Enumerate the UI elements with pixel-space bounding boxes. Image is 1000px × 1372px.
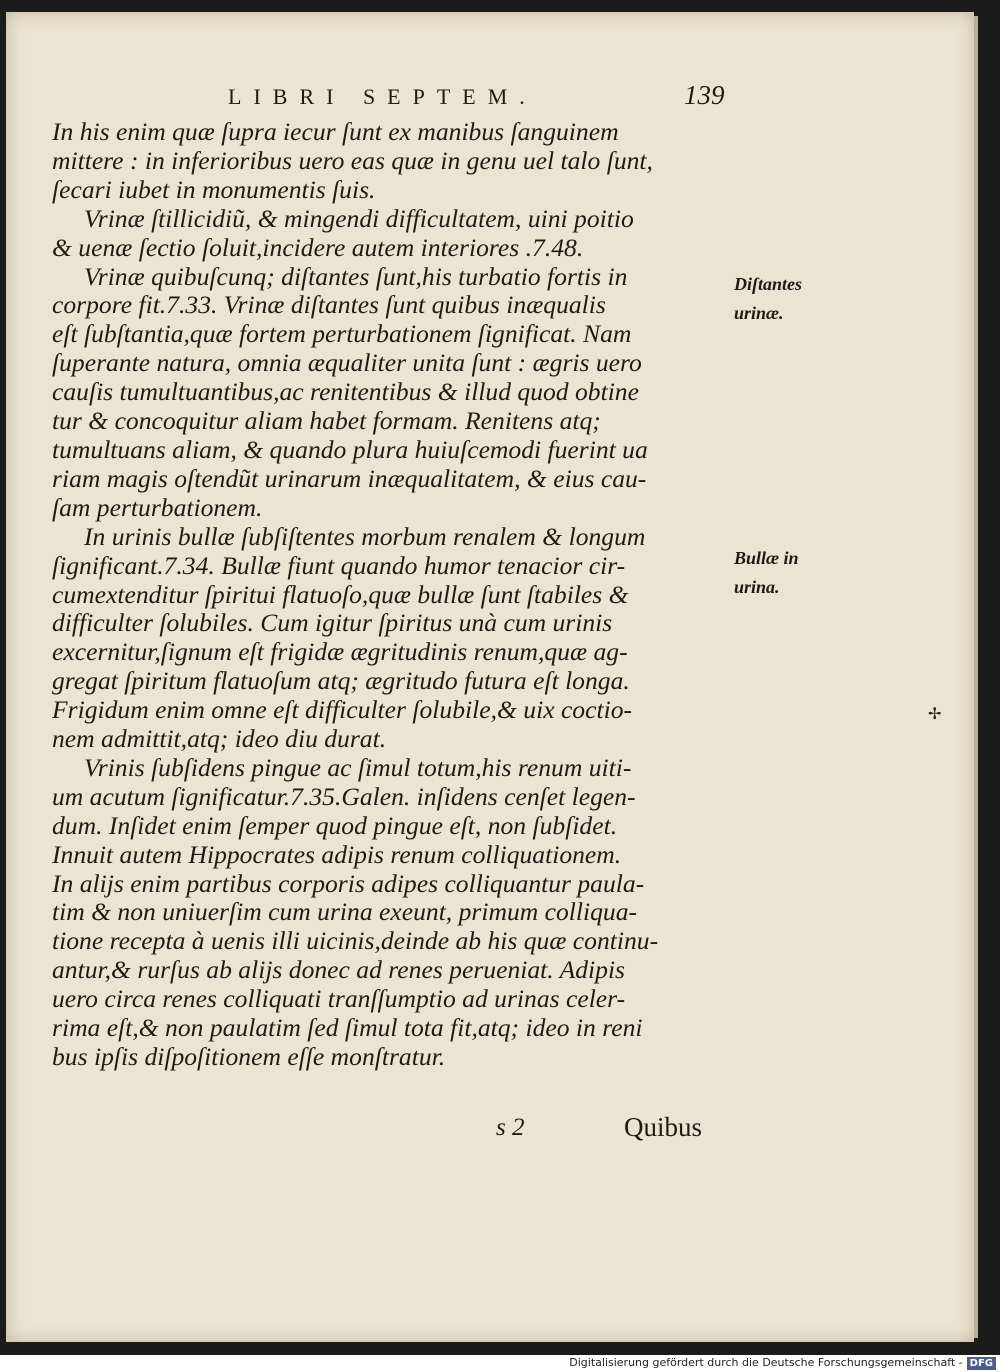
text-line: ſam perturbationem. [52, 493, 263, 522]
text-line: ſuperante natura, omnia æqualiter unita ſunt : ægris uero [52, 349, 642, 378]
text-line: tur & concoquitur aliam habet formam. Renitens atq; [52, 407, 601, 436]
digitization-footer [0, 1356, 1000, 1372]
text-line: gregat ſpiritum flatuoſum atq; ægritudo futura eſt longa. [52, 667, 630, 696]
text-line: um acutum ſignificatur.7.35.Galen. inſidens cenſet legen- [52, 782, 636, 811]
margin-note-line: Bullæ in [734, 548, 799, 568]
text-line: tim & non uniuerſim cum urina exeunt, primum colliqua- [52, 898, 638, 927]
stray-mark: ✢ [928, 706, 942, 723]
text-line: nem admittit,atq; ideo diu durat. [52, 725, 387, 754]
page-edge [974, 16, 978, 1338]
running-title: LIBRI SEPTEM. [228, 84, 537, 109]
margin-note-bullae [734, 544, 799, 602]
dfg-logo: DFG [967, 1357, 996, 1370]
text-line: excernitur,ſignum eſt frigidæ ægritudinis renum,quæ ag- [52, 638, 628, 667]
text-line: rima eſt,& non paulatim ſed ſimul tota fit,atq; ideo in reni [52, 1014, 643, 1043]
text-line: In urinis bullæ ſubſiſtentes morbum renalem & longum [84, 522, 646, 551]
catch-line [496, 1112, 736, 1146]
text-line: In his enim quæ ſupra iecur ſunt ex manibus ſanguinem [52, 118, 619, 146]
body-text [52, 118, 732, 1072]
text-line: ſignificant.7.34. Bullæ fiunt quando humor tenacior cir- [52, 551, 626, 580]
text-line: difficulter ſolubiles. Cum igitur ſpiritus unà cum urinis [52, 609, 613, 638]
text-line: corpore fit.7.33. Vrinæ diſtantes ſunt quibus inæqualis [52, 291, 606, 320]
margin-note-line: Diſtantes [734, 274, 803, 294]
text-line: tione recepta à uenis illi uicinis,deinde ab his quæ continu- [52, 927, 659, 956]
text-line: cumextenditur ſpiritui flatuoſo,quæ bullæ ſunt ſtabiles & [52, 580, 629, 609]
margin-note-distantes [734, 270, 802, 328]
text-line: tumultuans aliam, & quando plura huiuſcemodi fuerint ua [52, 435, 648, 464]
text-line: cauſis tumultuantibus,ac renitentibus & illud quod obtine [52, 378, 639, 407]
text-line: Vrinæ ſtillicidiũ, & mingendi difficultatem, uini poitio [84, 204, 634, 233]
text-line: antur,& rurſus ab alijs donec ad renes perueniat. Adipis [52, 956, 626, 985]
page-number: 139 [684, 80, 725, 110]
text-line: In alijs enim partibus corporis adipes colliquantur paula- [52, 869, 645, 898]
text-line: Frigidum enim omne eſt difficulter ſolubile,& uix coctio- [52, 696, 633, 725]
text-line: ſecari iubet in monumentis ſuis. [52, 175, 376, 204]
text-line: bus ipſis diſpoſitionem eſſe monſtratur. [52, 1043, 446, 1071]
text-line: uero circa renes colliquati tranſſumptio ad urinas celer- [52, 985, 626, 1014]
text-line: dum. Inſidet enim ſemper quod pingue eſt, non ſubſidet. [52, 811, 618, 840]
text-line: eſt ſubſtantia,quæ fortem perturbationem ſignificat. Nam [52, 320, 632, 349]
text-line: Vrinis ſubſidens pingue ac ſimul totum,his renum uiti- [84, 753, 632, 782]
margin-note-line: urinæ. [734, 303, 784, 323]
footer-text: Digitalisierung gefördert durch die Deutsche Forschungsgemeinschaft - [569, 1356, 963, 1369]
text-line: mittere : in inferioribus uero eas quæ in genu uel talo ſunt, [52, 146, 653, 175]
text-line: Vrinæ quibuſcunq; diſtantes ſunt,his turbatio fortis in [84, 262, 628, 291]
text-line: riam magis oſtendũt urinarum inæqualitatem, & eius cau- [52, 464, 647, 493]
text-line: & uenæ ſectio ſoluit,incidere autem interiores .7.48. [52, 233, 584, 262]
text-line: Innuit autem Hippocrates adipis renum colliquationem. [52, 840, 622, 869]
signature-mark: s 2 [496, 1114, 525, 1141]
margin-note-line: urina. [734, 577, 780, 597]
catchword: Quibus [624, 1112, 703, 1142]
